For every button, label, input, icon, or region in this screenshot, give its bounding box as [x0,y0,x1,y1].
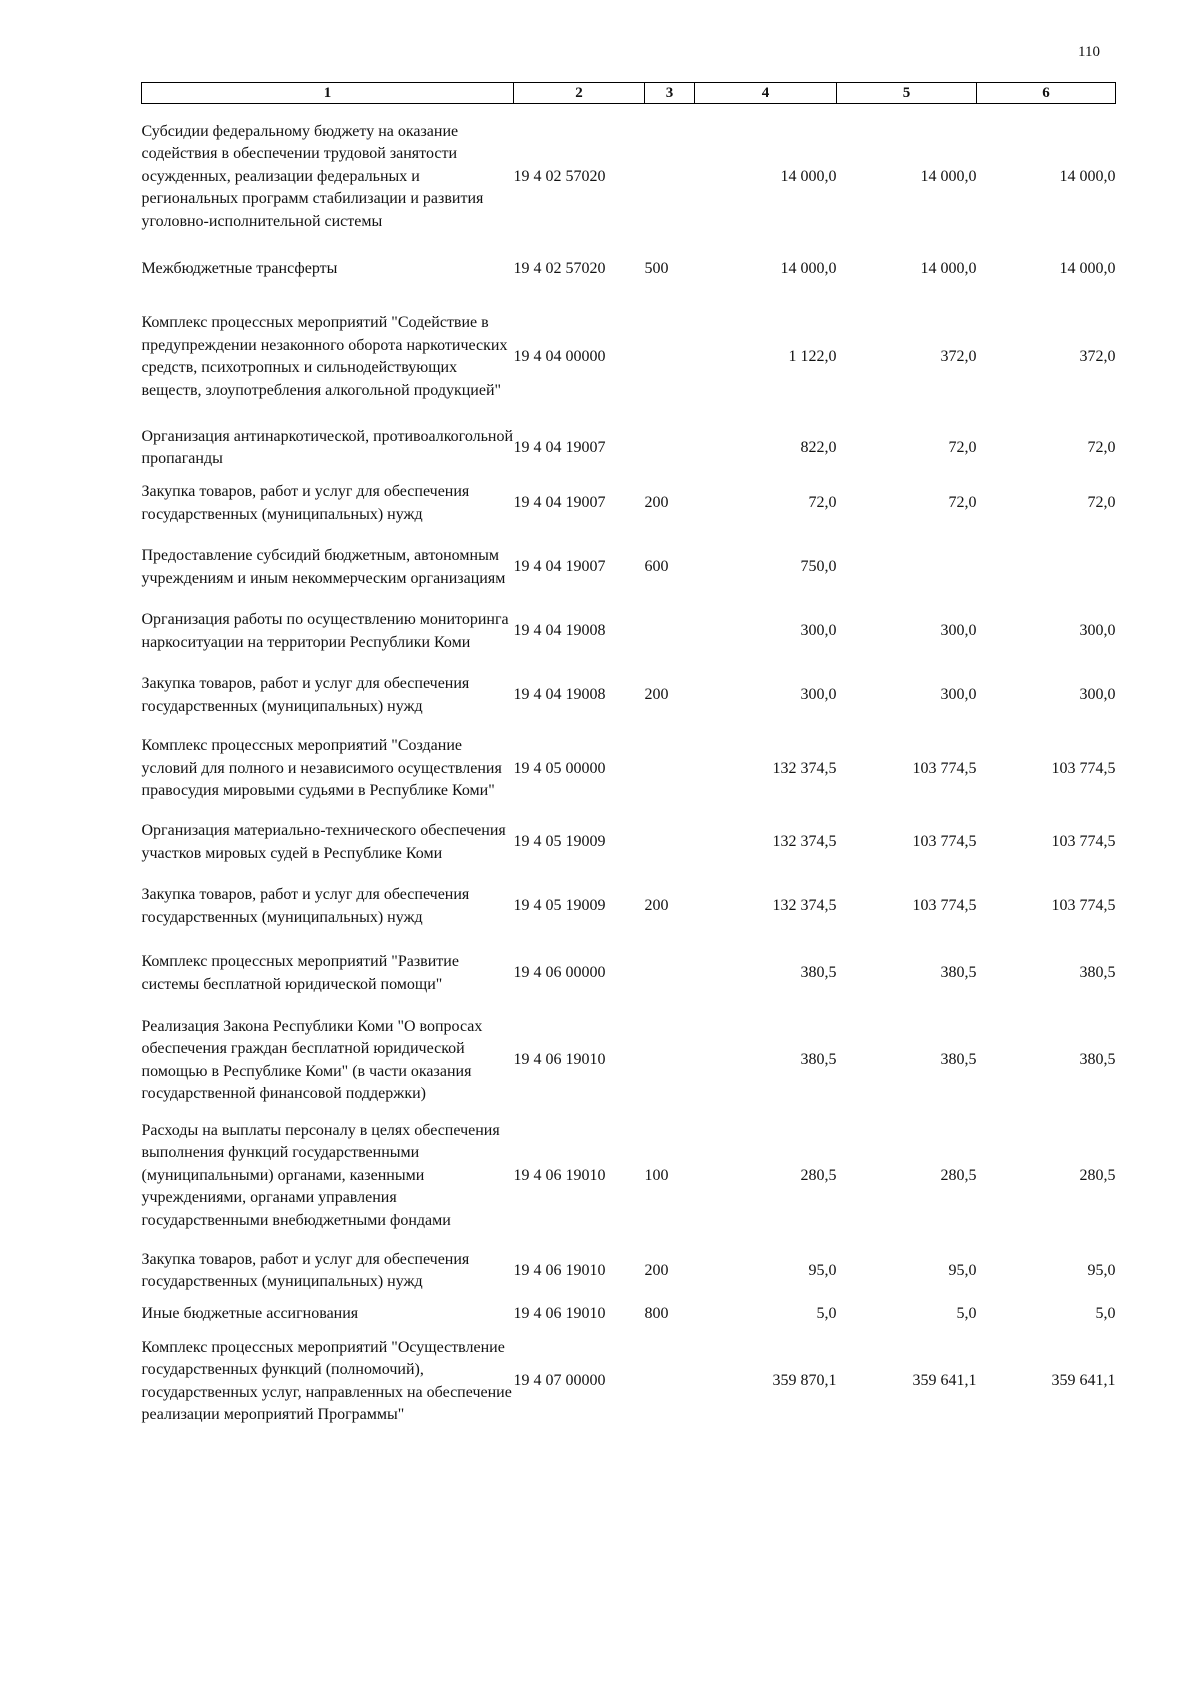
row-name: Организация материально-технического обеспечения участков мировых судей в Республике Коми [141,822,506,862]
expense-type: 200 [644,1261,669,1279]
amount-col4: 132 374,5 [772,897,837,915]
row-name: Предоставление субсидий бюджетным, автономным учреждениям и иным некоммерческим организациям [141,547,506,587]
expense-type: 100 [644,1166,669,1184]
amount-col6: 380,5 [1079,964,1116,982]
target-code: 19 4 06 00000 [513,964,606,982]
table-body [142,104,1116,1437]
amount-col4: 300,0 [800,622,837,640]
target-code: 19 4 06 19010 [513,1051,606,1069]
amount-col4: 822,0 [800,438,837,456]
amount-col6: 5,0 [1095,1305,1116,1323]
amount-col6: 300,0 [1079,622,1116,640]
amount-col4: 750,0 [800,558,837,576]
table-row [142,600,1116,664]
expense-type: 500 [644,260,669,278]
row-name: Комплекс процессных мероприятий "Развитие системы бесплатной юридической помощи" [141,953,459,993]
amount-col5: 72,0 [948,438,977,456]
amount-col5: 280,5 [940,1166,977,1184]
amount-col4: 14 000,0 [780,167,837,185]
amount-col6: 72,0 [1087,438,1116,456]
target-code: 19 4 05 19009 [513,897,606,915]
expense-type [645,728,695,811]
amount-col6: 372,0 [1079,347,1116,365]
expense-type: 600 [644,558,669,576]
target-code: 19 4 04 19007 [513,494,606,512]
row-name: Закупка товаров, работ и услуг для обеспечения государственных (муниципальных) нужд [141,886,470,926]
amount-col4: 1 122,0 [788,347,837,365]
amount-col6: 72,0 [1087,494,1116,512]
amount-col4: 14 000,0 [780,260,837,278]
amount-col4: 72,0 [808,494,837,512]
target-code: 19 4 05 19009 [513,833,606,851]
table-row [142,939,1116,1009]
table-row [142,536,1116,600]
expense-type: 800 [644,1305,669,1323]
amount-col5: 103 774,5 [912,897,977,915]
target-code: 19 4 04 19008 [513,622,606,640]
amount-col5: 103 774,5 [912,833,977,851]
row-name: Субсидии федеральному бюджету на оказание содействия в обеспечении трудовой занятости осужденных, реализации федеральных и региональных программ стабилизации и развития уголовно-исполнительной системы [141,122,484,230]
table-row [142,1303,1116,1327]
column-header: 6 [977,83,1116,104]
expense-type: 200 [644,686,669,704]
amount-col6: 380,5 [1079,1051,1116,1069]
table-row [142,875,1116,939]
amount-col6: 359 641,1 [1051,1372,1116,1390]
expense-type [645,425,695,472]
amount-col4: 359 870,1 [772,1372,837,1390]
amount-col6: 14 000,0 [1059,260,1116,278]
table-row [142,1240,1116,1303]
row-name: Комплекс процессных мероприятий "Содействие в предупреждении незаконного оборота наркотических средств, психотропных и сильнодействующих веществ, злоупотребления алкогольной продукцией" [141,314,508,399]
row-name: Реализация Закона Республики Коми "О вопросах обеспечения граждан бесплатной юридической помощью в Республике Коми" (в части оказания государственной финансовой поддержки) [141,1017,483,1102]
page-number: 110 [1078,44,1100,60]
amount-col4: 5,0 [816,1305,837,1323]
amount-col4: 132 374,5 [772,759,837,777]
table-row [142,1009,1116,1113]
amount-col5: 359 641,1 [912,1372,977,1390]
amount-col6: 103 774,5 [1051,759,1116,777]
amount-col6: 103 774,5 [1051,833,1116,851]
target-code: 19 4 04 19007 [513,558,606,576]
row-name: Организация работы по осуществлению мониторинга наркоситуации на территории Республики Коми [141,611,509,651]
table-row [142,290,1116,425]
row-name: Комплекс процессных мероприятий "Создание условий для полного и независимого осуществления правосудия мировыми судьями в Республике Коми" [141,737,502,800]
amount-col5: 5,0 [956,1305,977,1323]
table-row [142,664,1116,728]
amount-col5 [837,536,977,600]
target-code: 19 4 06 19010 [513,1305,606,1323]
amount-col4: 95,0 [808,1261,837,1279]
budget-table [141,82,1116,1437]
amount-col4: 132 374,5 [772,833,837,851]
header-row [142,83,1116,104]
expense-type: 200 [644,494,669,512]
expense-type [645,290,695,425]
target-code: 19 4 04 19007 [513,438,606,456]
column-header: 3 [645,83,695,104]
expense-type [645,1327,695,1437]
amount-col6: 14 000,0 [1059,167,1116,185]
expense-type [645,939,695,1009]
target-code: 19 4 02 57020 [513,260,606,278]
target-code: 19 4 05 00000 [513,759,606,777]
expense-type [645,600,695,664]
target-code: 19 4 06 19010 [513,1261,606,1279]
row-name: Закупка товаров, работ и услуг для обеспечения государственных (муниципальных) нужд [141,483,470,523]
row-name: Комплекс процессных мероприятий "Осуществление государственных функций (полномочий), государственных услуг, направленных на обеспечение реализации мероприятий Программы" [141,1338,512,1423]
expense-type [645,811,695,875]
amount-col5: 72,0 [948,494,977,512]
row-name: Межбюджетные трансферты [141,260,338,278]
amount-col4: 380,5 [800,1051,837,1069]
table-row [142,250,1116,290]
amount-col6: 103 774,5 [1051,897,1116,915]
amount-col5: 380,5 [940,964,977,982]
column-header: 5 [837,83,977,104]
amount-col6: 280,5 [1079,1166,1116,1184]
amount-col6: 95,0 [1087,1261,1116,1279]
target-code: 19 4 04 19008 [513,686,606,704]
row-name: Закупка товаров, работ и услуг для обеспечения государственных (муниципальных) нужд [141,1250,470,1290]
column-header: 4 [695,83,837,104]
column-header: 2 [514,83,645,104]
column-header: 1 [142,83,514,104]
expense-type [645,104,695,250]
amount-col6: 300,0 [1079,686,1116,704]
table-row [142,1113,1116,1240]
row-name: Организация антинаркотической, противоалкогольной пропаганды [141,427,514,467]
amount-col5: 14 000,0 [920,167,977,185]
table-row [142,425,1116,472]
expense-type [645,1009,695,1113]
row-name: Расходы на выплаты персоналу в целях обеспечения выполнения функций государственными (муниципальными) органами, казенными учреждениями, органами управления государственными внебюджетными фондами [141,1121,500,1229]
amount-col6 [977,536,1116,600]
amount-col5: 300,0 [940,622,977,640]
amount-col5: 103 774,5 [912,759,977,777]
expense-type: 200 [644,897,669,915]
amount-col4: 300,0 [800,686,837,704]
table-row [142,472,1116,536]
table-row [142,811,1116,875]
table-row [142,728,1116,811]
table-row [142,1327,1116,1437]
amount-col5: 372,0 [940,347,977,365]
amount-col5: 300,0 [940,686,977,704]
target-code: 19 4 04 00000 [513,347,606,365]
amount-col4: 380,5 [800,964,837,982]
target-code: 19 4 02 57020 [513,167,606,185]
row-name: Закупка товаров, работ и услуг для обеспечения государственных (муниципальных) нужд [141,675,470,715]
amount-col5: 14 000,0 [920,260,977,278]
amount-col4: 280,5 [800,1166,837,1184]
target-code: 19 4 06 19010 [513,1166,606,1184]
row-name: Иные бюджетные ассигнования [141,1305,359,1323]
target-code: 19 4 07 00000 [513,1372,606,1390]
amount-col5: 380,5 [940,1051,977,1069]
amount-col5: 95,0 [948,1261,977,1279]
table-row [142,104,1116,250]
